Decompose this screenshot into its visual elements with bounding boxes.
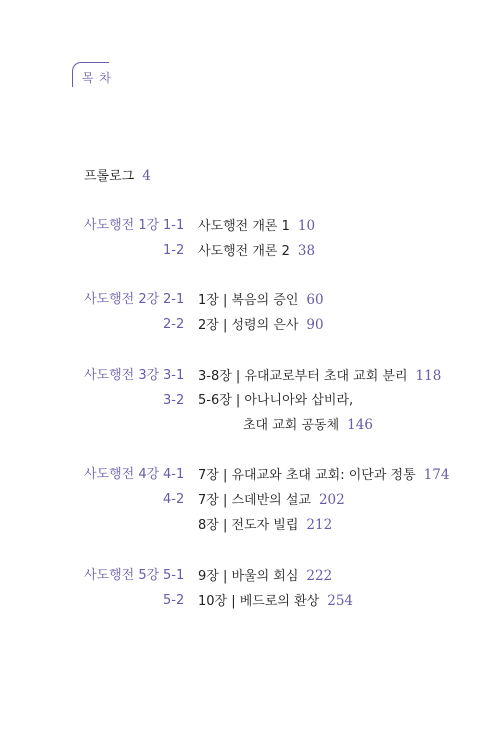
toc-entry[interactable] <box>198 315 324 336</box>
entry-title: 5-6장 | 아나니아와 삽비라, <box>198 393 354 408</box>
entry-title: 3-8장 | 유대교로부터 초대 교회 분리 <box>198 369 408 384</box>
lecture-label: 사도행전 5강 <box>84 568 160 583</box>
prologue-title: 프롤로그 <box>84 169 135 184</box>
toc-entry[interactable] <box>198 515 332 536</box>
page-number: 90 <box>306 317 324 333</box>
page-number: 222 <box>306 568 333 584</box>
page-number: 174 <box>423 467 450 483</box>
toc-entry[interactable] <box>198 290 324 311</box>
toc-header-tag <box>72 62 112 87</box>
toc-entry[interactable] <box>198 591 353 612</box>
page-number: 254 <box>327 593 354 609</box>
entry-title: 10장 | 베드로의 환상 <box>198 594 320 609</box>
entry-title: 2장 | 성령의 은사 <box>198 318 299 333</box>
entry-title: 사도행전 개론 2 <box>198 244 290 259</box>
entry-title: 1장 | 복음의 증인 <box>198 293 299 308</box>
entry-title: 초대 교회 공동체 <box>243 418 340 433</box>
page-number: 4 <box>142 168 151 184</box>
entry-title: 8장 | 전도자 빌립 <box>198 518 299 533</box>
entry-number: 5-1 <box>163 568 185 583</box>
toc-entry[interactable] <box>198 465 449 486</box>
entry-number: 5-2 <box>163 593 185 608</box>
toc-entry[interactable] <box>198 366 441 387</box>
toc-entry-continuation[interactable] <box>243 415 373 436</box>
lecture-label: 사도행전 4강 <box>84 467 160 482</box>
entry-number: 4-2 <box>163 492 185 507</box>
entry-title: 사도행전 개론 1 <box>198 219 290 234</box>
page-number: 38 <box>297 243 316 259</box>
page-number: 202 <box>318 492 345 508</box>
entry-number: 2-1 <box>163 292 185 307</box>
toc-entry[interactable] <box>198 216 315 237</box>
toc-entry-prologue[interactable] <box>84 166 151 186</box>
toc-entry[interactable] <box>198 566 332 587</box>
page-number: 212 <box>306 517 333 533</box>
entry-title: 7장 | 스데반의 설교 <box>198 493 311 508</box>
entry-number: 4-1 <box>163 467 185 482</box>
entry-number: 1-2 <box>163 243 185 258</box>
lecture-label: 사도행전 1강 <box>84 218 160 233</box>
toc-entry[interactable] <box>198 391 353 411</box>
lecture-label: 사도행전 2강 <box>84 292 160 307</box>
entry-number: 1-1 <box>163 218 185 233</box>
page-number: 60 <box>306 292 324 308</box>
lecture-label: 사도행전 3강 <box>84 368 160 383</box>
toc-entry[interactable] <box>198 241 315 262</box>
page-number: 10 <box>297 218 316 234</box>
entry-title: 7장 | 유대교와 초대 교회: 이단과 정통 <box>198 468 416 483</box>
entry-number: 3-1 <box>163 368 185 383</box>
toc-header-label: 목 차 <box>82 71 112 85</box>
toc-entry[interactable] <box>198 490 345 511</box>
page-number: 118 <box>415 368 442 384</box>
entry-number: 2-2 <box>163 317 185 332</box>
page-number: 146 <box>347 417 373 433</box>
entry-number: 3-2 <box>163 393 185 408</box>
entry-title: 9장 | 바울의 회심 <box>198 569 299 584</box>
